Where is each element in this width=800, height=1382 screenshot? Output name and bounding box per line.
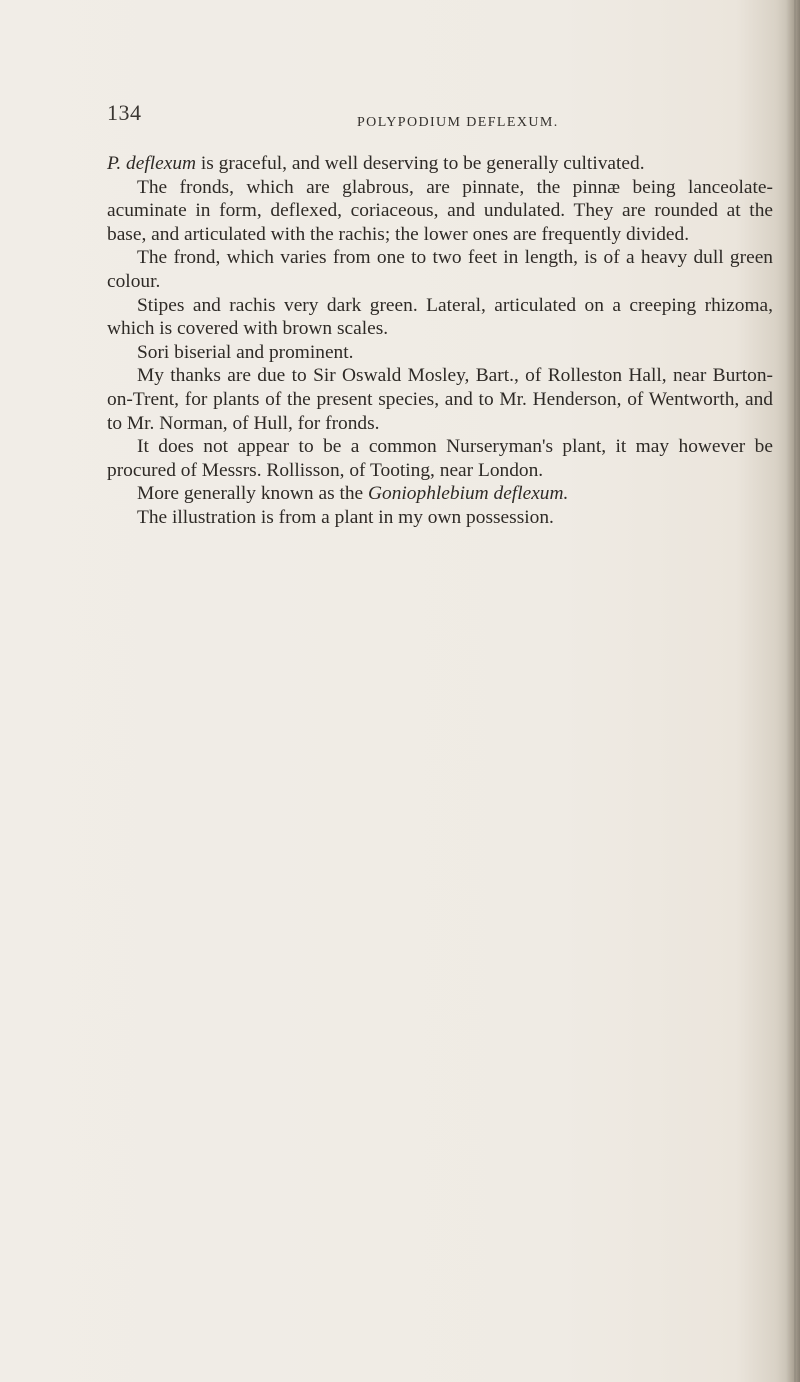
page-edge-line [794, 0, 796, 1382]
species-name-italic: P. deflexum [107, 153, 197, 174]
synonym-name-italic: Goniophlebium deflexum. [368, 483, 569, 505]
paragraph-fronds: The fronds, which are glabrous, are pinnate, the pinnæ being lanceolate-acuminate in form, deflexed, coriaceous, and undulated. They are rounded at the base, and articulated with the rachis; the lower ones are frequently divided. [107, 176, 773, 245]
paragraph-synonym [107, 482, 773, 506]
paragraph-intro [107, 152, 773, 176]
paragraph-sori: Sori biserial and prominent. [137, 341, 354, 363]
paragraph-stipes: Stipes and rachis very dark green. Lateral, articulated on a creeping rhizoma, which is covered with brown scales. [107, 294, 773, 340]
paragraph-frond-size: The frond, which varies from one to two feet in length, is of a heavy dull green colour. [107, 247, 773, 292]
paragraph-intro-text: is graceful, and well deserving to be generally cultivated. [196, 153, 645, 174]
paragraph-availability: It does not appear to be a common Nurseryman's plant, it may however be procured of Messrs. Rollisson, of Tooting, near London. [107, 436, 773, 481]
body-text [107, 152, 773, 530]
running-head: POLYPODIUM DEFLEXUM. [357, 115, 559, 130]
page-edge-shadow [786, 0, 800, 1382]
synonym-lead: More generally known as the [137, 483, 369, 505]
page-number: 134 [107, 100, 142, 125]
paragraph-thanks: My thanks are due to Sir Oswald Mosley, Bart., of Rolleston Hall, near Burton-on-Trent, for plants of the present species, and to Mr. Henderson, of Wentworth, and to Mr. Norman, of Hull, for fronds. [107, 365, 773, 434]
paragraph-illustration: The illustration is from a plant in my own possession. [137, 506, 554, 528]
